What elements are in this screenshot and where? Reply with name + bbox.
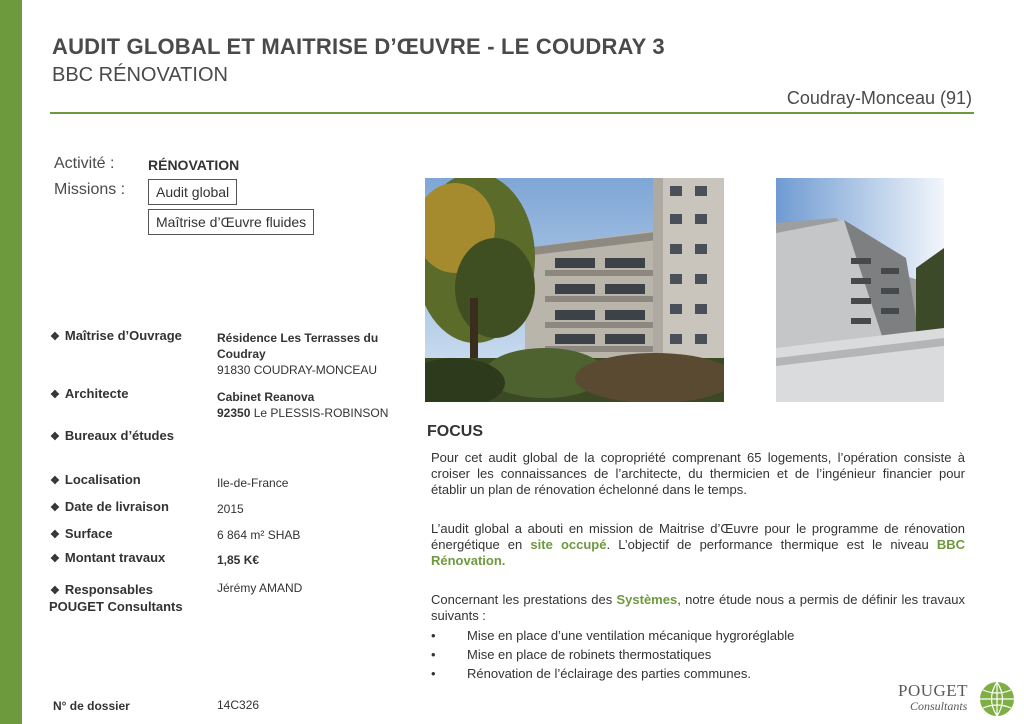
page-subtitle: BBC RÉNOVATION [52,64,228,86]
left-accent-bar [0,0,22,724]
info-value-responsables: Jérémy AMAND [217,581,303,595]
architecte-address: 92350 Le PLESSIS-ROBINSON [217,406,389,420]
pouget-consultants-logo [898,678,1018,718]
focus-heading: FOCUS [427,423,483,440]
diamond-bullet-icon: ❖ [50,502,60,514]
works-list [431,626,965,683]
architecte-name: Cabinet Reanova [217,390,315,404]
info-value-architecte [217,389,417,421]
focus-paragraph-2: L’audit global a abouti en mission de Maitrise d’Œuvre pour le programme de rénovation énergétique en site occupé. L’objectif de performance thermique est le niveau BBC Rénovation. [431,521,965,568]
info-label-livraison: ❖ Date de livraison [50,499,169,514]
diamond-bullet-icon: ❖ [50,431,60,443]
diamond-bullet-icon: ❖ [50,331,60,343]
focus-paragraph-3: Concernant les prestations des Systèmes, notre étude nous a permis de définir les travaux suivants : [431,592,965,623]
mission-maitrise-oeuvre: Maîtrise d’Œuvre fluides [148,209,314,235]
list-item: • Mise en place d’une ventilation mécanique hygroréglable [431,626,965,645]
info-label-bureaux: ❖ Bureaux d’études [50,428,174,443]
info-label-localisation: ❖ Localisation [50,472,141,487]
logo-name: POUGET [898,681,969,700]
info-label-responsables: ❖ Responsables POUGET Consultants [49,582,183,614]
list-item: • Mise en place de robinets thermostatiques [431,645,965,664]
info-value-localisation: Ile-de-France [217,476,289,490]
diamond-bullet-icon: ❖ [50,553,60,565]
header-divider [50,112,974,114]
diamond-bullet-icon: ❖ [50,585,60,597]
info-label-montant: ❖ Montant travaux [50,550,166,565]
info-value-livraison: 2015 [217,502,244,516]
project-location: Coudray-Monceau (91) [786,88,972,108]
info-label-surface: ❖ Surface [50,526,113,541]
page-title: AUDIT GLOBAL ET MAITRISE D’ŒUVRE - LE COUDRAY 3 [52,34,665,59]
diamond-bullet-icon: ❖ [50,389,60,401]
globe-icon [978,680,1016,718]
info-label-dossier: N° de dossier [53,699,130,713]
missions-label: Missions : [54,181,126,198]
info-value-moa [217,330,397,378]
diamond-bullet-icon: ❖ [50,529,60,541]
activity-value: RÉNOVATION [148,157,240,173]
info-value-dossier: 14C326 [217,698,260,712]
activity-label: Activité : [54,155,115,172]
info-label-moa: ❖ Maîtrise d’Ouvrage [50,328,182,343]
info-value-montant: 1,85 K€ [217,553,260,567]
moa-name: Résidence Les Terrasses du Coudray [217,331,379,361]
focus-paragraph-1: Pour cet audit global de la copropriété comprenant 65 logements, l’opération consiste à croiser les connaissances de l’architecte, du thermicien et de l’ingénieur financier pour établir un plan de rénovation échelonné dans le temps. [431,450,965,497]
list-item: • Rénovation de l’éclairage des parties communes. [431,664,965,683]
mission-audit-global: Audit global [148,179,237,205]
info-label-architecte: ❖ Architecte [50,386,129,401]
info-value-surface: 6 864 m² SHAB [217,528,301,542]
diamond-bullet-icon: ❖ [50,475,60,487]
logo-tagline: Consultants [910,699,968,713]
building-photo-secondary [776,178,944,402]
moa-address: 91830 COUDRAY-MONCEAU [217,363,378,377]
building-photo-main [425,178,724,402]
